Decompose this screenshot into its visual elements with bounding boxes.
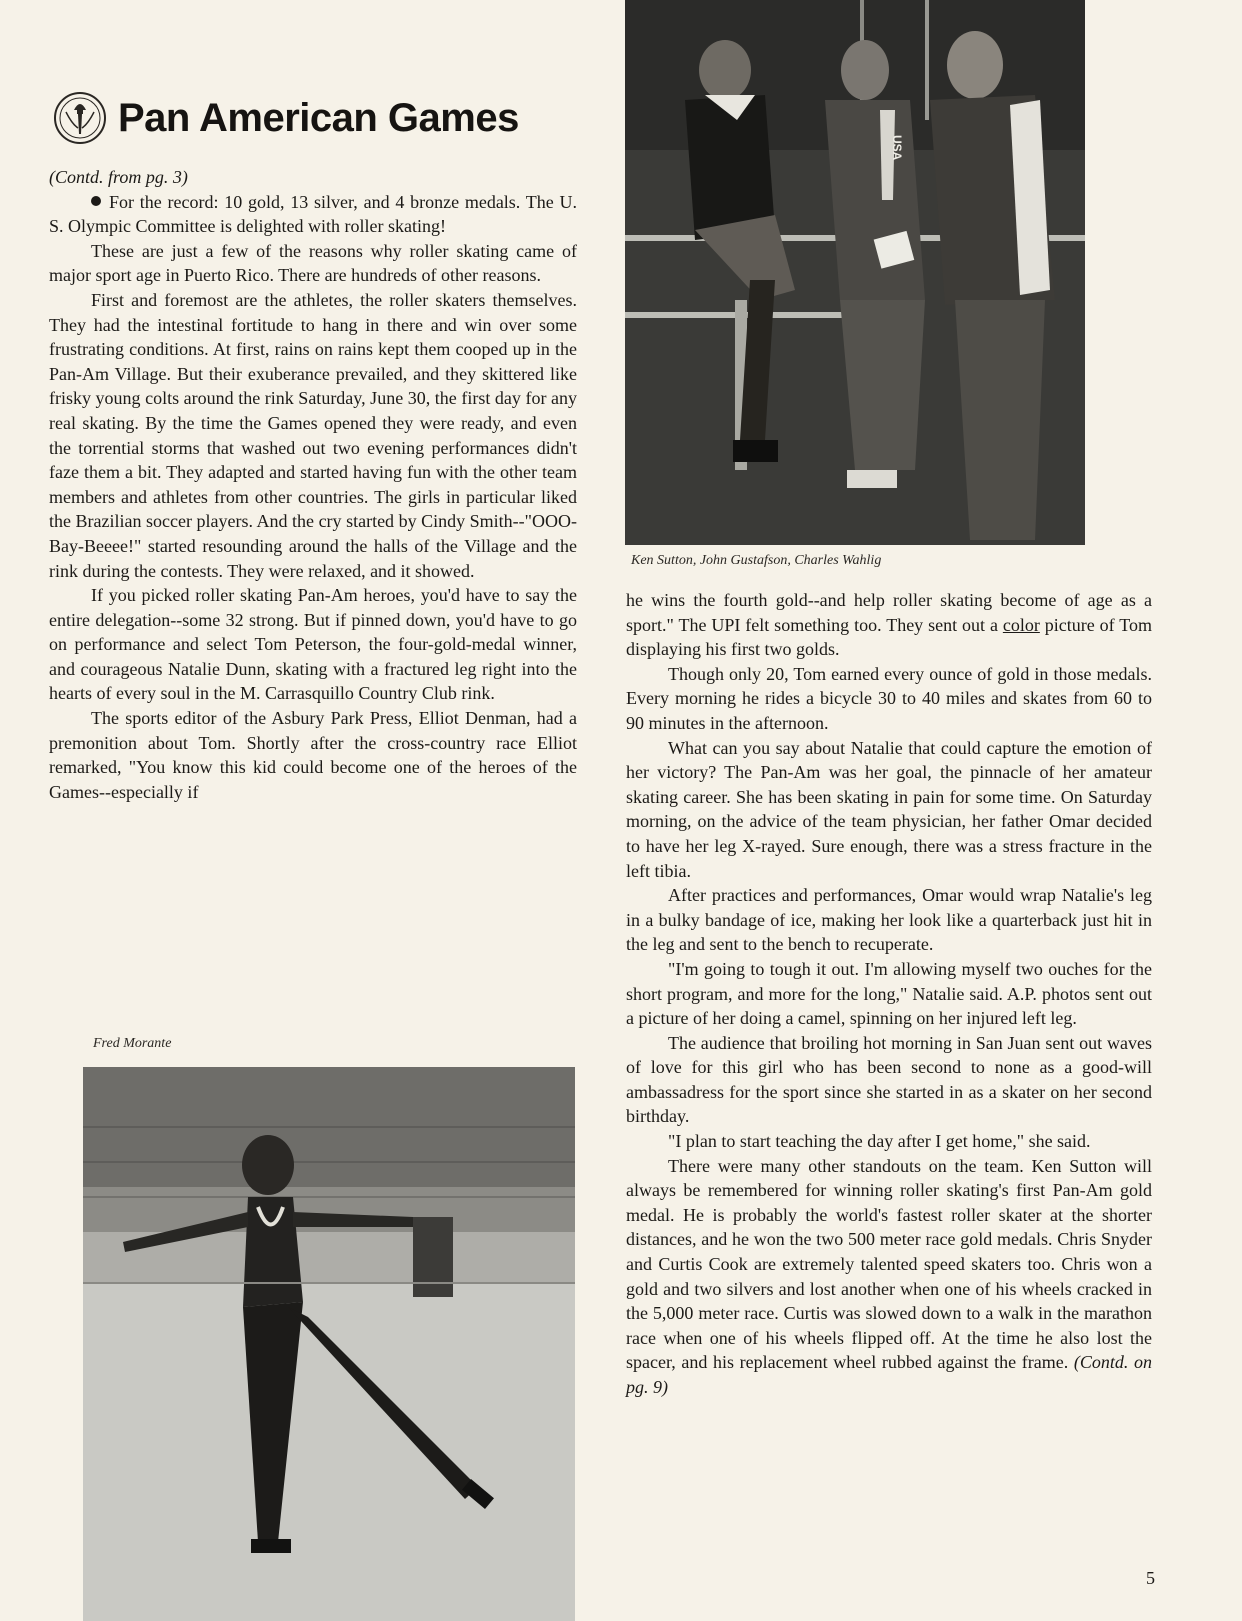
continued-on-note: (Contd. on pg. 9) bbox=[626, 1352, 1152, 1397]
photo-figure-skater bbox=[83, 1067, 575, 1621]
paragraph: These are just a few of the reasons why roller skating came of major sport age in Puerto Rico. There are hundreds of other reasons. bbox=[49, 240, 577, 286]
article-title: Pan American Games bbox=[118, 95, 519, 140]
bullet-icon bbox=[91, 196, 101, 206]
photo-caption-top: Ken Sutton, John Gustafson, Charles Wahlig bbox=[631, 553, 882, 568]
paragraph: "I'm going to tough it out. I'm allowing myself two ouches for the short program, and more for the long," Natalie said. A.P. photos sent out a picture of her doing a camel, spinning on her injured left leg. bbox=[626, 958, 1152, 1029]
photo-coaches-and-skater bbox=[625, 0, 1085, 545]
pan-am-torch-emblem-icon bbox=[52, 90, 108, 146]
paragraph-text: There were many other standouts on the team. Ken Sutton will always be remembered for winning roller skating's first Pan-Am gold medal. He is probably the world's fastest roller skater at the shorter distances, and he won the two 500 meter race gold medals. Chris Snyder and Curtis Cook are extremely talented speed skaters too. Chris won a gold and two silvers and lost another when one of his wheels cracked in the 5,000 meter race. Curtis was slowed down to a walk in the marathon race when one of his wheels flipped off. At the time he also lost the spacer, and his replacement wheel rubbed against the frame. bbox=[626, 1155, 1152, 1373]
continued-from-note: (Contd. from pg. 3) bbox=[49, 167, 188, 187]
paragraph: First and foremost are the athletes, the roller skaters themselves. They had the intestinal fortitude to hang in there and win over some frustrating conditions. At first, rains on rains kept them cooped up in the Pan-Am Village. But their exuberance prevailed, and they skittered like frisky young colts around the rink Saturday, June 30, the first day for any real skating. By the time the Games opened they were ready, and even the torrential storms that washed out two evening performances didn't faze them a bit. They adapted and started having fun with the other team members and athletes from other countries. The girls in particular liked the Brazilian soccer players. And the cry started by Cindy Smith--"OOO-Bay-Beeee!" started resounding around the halls of the Village and the rink during the contests. They were relaxed, and it showed. bbox=[49, 289, 577, 581]
paragraph bbox=[626, 588, 1152, 662]
photo-caption-bottom: Fred Morante bbox=[93, 1036, 172, 1051]
paragraph-text: picture of Tom displaying his first two golds. bbox=[626, 614, 1152, 660]
article-header bbox=[52, 90, 519, 146]
page-number: 5 bbox=[1146, 1568, 1155, 1588]
right-text-column bbox=[626, 588, 1152, 1400]
paragraph: The sports editor of the Asbury Park Press, Elliot Denman, had a premonition about Tom. Shortly after the cross-country race Elliot remarked, "You know this kid could become one of the heroes of the Games--especially if bbox=[49, 708, 577, 802]
paragraph: What can you say about Natalie that could capture the emotion of her victory? The Pan-Am was her goal, the pinnacle of her amateur skating career. She has been skating in pain for some time. On Saturday morning, on the advice of the team physician, her father Omar decided to have her leg X-rayed. Sure enough, there was a stress fracture in the left tibia. bbox=[626, 737, 1152, 881]
paragraph: If you picked roller skating Pan-Am heroes, you'd have to say the entire delegation--some 32 strong. But if pinned down, you'd have to go on performance and select Tom Peterson, the four-gold-medal winner, and courageous Natalie Dunn, skating with a fractured leg right into the hearts of every soul in the M. Carrasquillo Country Club rink. bbox=[49, 585, 577, 704]
paragraph bbox=[49, 190, 577, 239]
paragraph: Though only 20, Tom earned every ounce of gold in those medals. Every morning he rides a bicycle 30 to 40 miles and skates from 60 to 90 minutes in the afternoon. bbox=[626, 663, 1152, 733]
paragraph: "I plan to start teaching the day after I get home," she said. bbox=[668, 1131, 1091, 1152]
paragraph bbox=[626, 1154, 1152, 1400]
underlined-word: color bbox=[1002, 614, 1040, 635]
paragraph-text: For the record: 10 gold, 13 silver, and 4 bronze medals. The U. S. Olympic Committee is delighted with roller skating! bbox=[49, 191, 577, 237]
paragraph-text: he wins the fourth gold--and help roller skating become of age as a sport." The UPI felt something too. They sent out a bbox=[626, 590, 1152, 635]
jacket-lettering: USA bbox=[890, 135, 904, 161]
paragraph: After practices and performances, Omar would wrap Natalie's leg in a bulky bandage of ice, making her look like a quarterback just hit in the leg and sent to the bench to recuperate. bbox=[626, 885, 1152, 955]
left-text-column bbox=[49, 165, 577, 804]
paragraph: The audience that broiling hot morning in San Juan sent out waves of love for this girl who has been second to none as a good-will ambassadress for the sport since she started in as a skater on her second birthday. bbox=[626, 1032, 1152, 1127]
